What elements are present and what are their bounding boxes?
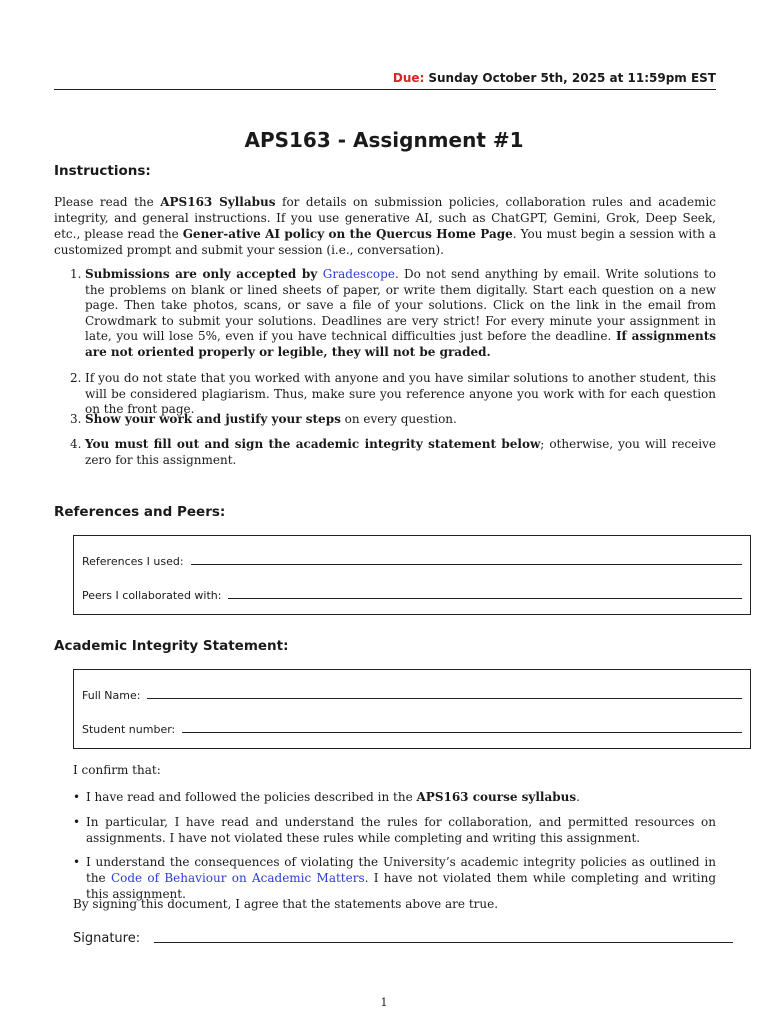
bold-text: You must fill out and sign the academic integrity statement below (85, 437, 541, 451)
list-item-number: 4. (70, 437, 82, 451)
student-number-field (82, 723, 742, 736)
full-name-label: Full Name: (82, 689, 141, 702)
bullet-item (73, 814, 716, 846)
text-run: . (576, 790, 580, 804)
text-run: on every question. (340, 412, 457, 426)
integrity-box (73, 669, 751, 749)
full-name-input-line[interactable] (147, 697, 742, 699)
bold-text: APS163 Syllabus (160, 195, 276, 209)
confirm-text: I confirm that: (73, 763, 161, 777)
signature-field (73, 931, 733, 946)
text-run: ; otherwise, you will receive zero for this assignment. (85, 437, 716, 467)
instructions-heading: Instructions: (54, 163, 151, 179)
peers-label: Peers I collaborated with: (82, 589, 222, 602)
text-run: . Do not send anything by email. Write solutions to the problems on blank or lined sheets of paper, or write them digitally. Start each question on a new page. Then take photos, scans, or save a file of your solutions. Click on the link in the email from Crowdmark to submit your solutions. Deadlines are very strict! For every minute your assignment in late, you will lose 5%, even if you have technical difficulties just before the deadline. (85, 267, 716, 343)
integrity-heading: Academic Integrity Statement: (54, 638, 289, 654)
page-number: 1 (380, 996, 388, 1009)
link[interactable]: Gradescope (322, 267, 395, 281)
bullet-text (86, 854, 716, 902)
text-run: I have read and followed the policies described in the (86, 790, 417, 804)
bullet-dot: • (73, 790, 81, 804)
references-input-line[interactable] (191, 563, 742, 565)
bullet-item (73, 854, 716, 902)
list-item-number: 3. (70, 412, 82, 426)
student-number-label: Student number: (82, 723, 176, 736)
page-title: APS163 - Assignment #1 (244, 128, 524, 152)
references-label: References I used: (82, 555, 184, 568)
list-item-number: 2. (70, 371, 82, 385)
bold-text: APS163 course syllabus (416, 790, 577, 804)
student-number-input-line[interactable] (182, 731, 742, 733)
bullet-item (73, 789, 716, 805)
bold-text: Show your work and justify your steps (85, 412, 341, 426)
text-run: If you do not state that you worked with anyone and you have similar solutions to another student, this will be considered plagiarism. Thus, make sure you reference anyone you work with for each question on the front page. (85, 371, 716, 416)
due-date-text: Sunday October 5th, 2025 at 11:59pm EST (428, 71, 716, 85)
bold-text: Submissions are only accepted by (85, 267, 323, 281)
signature-label: Signature: (73, 931, 141, 946)
agreement-text: By signing this document, I agree that the statements above are true. (73, 897, 499, 911)
peers-field (82, 589, 742, 602)
text-run: . I have not violated them while completing and writing this assignment. (86, 871, 717, 901)
bullet-text (86, 789, 716, 805)
header-rule (54, 89, 716, 90)
list-item-text (85, 437, 716, 468)
text-run: Please read the (54, 195, 161, 209)
list-item (70, 412, 716, 428)
instructions-intro (54, 194, 716, 258)
references-field (82, 555, 742, 568)
text-run: I understand the consequences of violating the University’s academic integrity policies as outlined in the (86, 855, 716, 885)
list-item (70, 371, 716, 418)
text-run: . You must begin a session with a customized prompt and submit your session (i.e., conversation). (54, 227, 716, 257)
text-run: for details on submission policies, collaboration rules and academic integrity, and general instructions. If you use generative AI, such as ChatGPT, Gemini, Grok, Deep Seek, etc., please read the (54, 195, 717, 241)
list-item-number: 1. (70, 267, 82, 281)
list-item-text (85, 412, 716, 428)
bold-text: Gener-ative AI policy on the Quercus Home Page (182, 227, 513, 241)
due-date-header (54, 71, 716, 85)
peers-input-line[interactable] (228, 597, 742, 599)
list-item-text (85, 267, 716, 360)
references-heading: References and Peers: (54, 504, 226, 520)
bullet-dot: • (73, 815, 81, 829)
link[interactable]: Code of Behaviour on Academic Matters (110, 871, 365, 885)
references-box (73, 535, 751, 615)
bold-text: If assignments are not oriented properly or legible, they will not be graded. (85, 329, 716, 359)
list-item (70, 437, 716, 468)
due-label: Due: (392, 71, 425, 85)
list-item-text (85, 371, 716, 418)
list-item (70, 267, 716, 360)
full-name-field (82, 689, 742, 702)
signature-input-line[interactable] (154, 942, 733, 943)
text-run: In particular, I have read and understand the rules for collaboration, and permitted resources on assignments. I have not violated these rules while completing and writing this assignment. (86, 815, 716, 845)
bullet-text (86, 814, 716, 846)
bullet-dot: • (73, 855, 81, 869)
